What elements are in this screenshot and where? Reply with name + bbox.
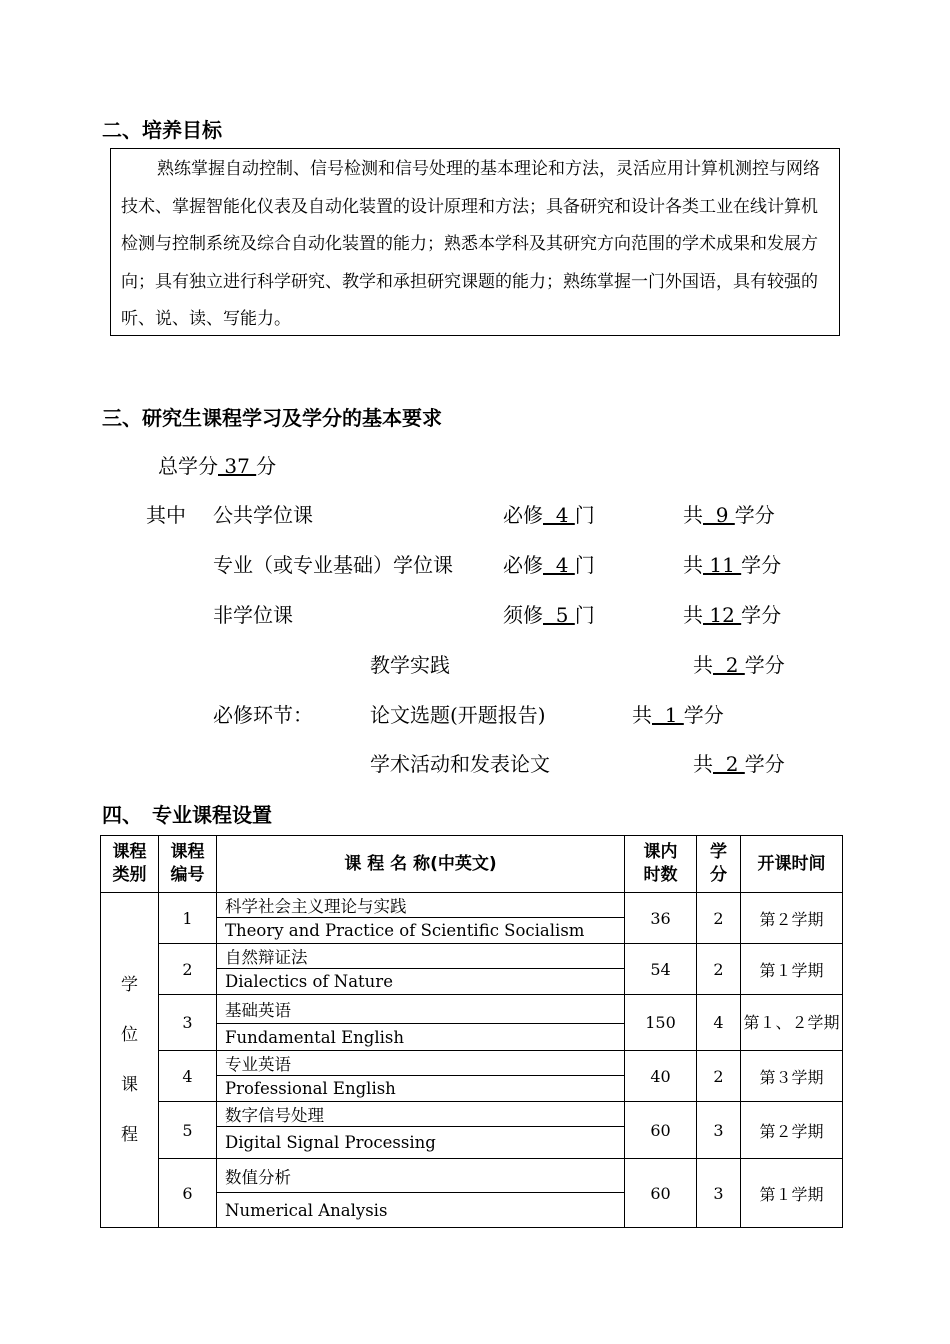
table-row: [101, 1159, 843, 1193]
header-category: 课程 类别: [101, 836, 159, 893]
course-no: 2: [159, 944, 217, 995]
course-name-en: Digital Signal Processing: [217, 1127, 625, 1159]
course-name-en: Fundamental English: [217, 1024, 625, 1051]
row-nondegree-credit: 共 12 学分: [683, 603, 782, 627]
course-no: 1: [159, 893, 217, 944]
header-credit: 学 分: [697, 836, 741, 893]
category-cell: 学 位 课 程: [101, 893, 159, 1228]
row-public-name: 公共学位课: [213, 503, 313, 527]
total-credits-value: 37: [218, 454, 257, 478]
header-name: 课 程 名 称(中英文): [217, 836, 625, 893]
course-credit: 2: [697, 893, 741, 944]
course-hours: 60: [625, 1102, 697, 1159]
course-term: 第３学期: [741, 1051, 843, 1102]
row-public-credit: 共 9 学分: [683, 503, 775, 527]
course-no: 5: [159, 1102, 217, 1159]
row-nondegree-count: 须修 5 门: [503, 603, 595, 627]
table-row: [101, 1051, 843, 1076]
course-name-cn: 专业英语: [217, 1051, 625, 1076]
course-term: 第１学期: [741, 944, 843, 995]
course-name-cn: 科学社会主义理论与实践: [217, 893, 625, 918]
course-name-en: Professional English: [217, 1076, 625, 1102]
section3-heading: 三、研究生课程学习及学分的基本要求: [102, 406, 442, 430]
course-term: 第２学期: [741, 893, 843, 944]
course-name-cn: 自然辩证法: [217, 944, 625, 969]
course-term: 第１学期: [741, 1159, 843, 1228]
course-credit: 2: [697, 1051, 741, 1102]
header-code: 课程 编号: [159, 836, 217, 893]
course-credit: 4: [697, 995, 741, 1051]
row-major-count: 必修 4 门: [503, 553, 595, 577]
course-name-en: Theory and Practice of Scientific Socialism: [217, 918, 625, 944]
qizhong-label: 其中: [146, 503, 186, 527]
course-hours: 54: [625, 944, 697, 995]
course-name-cn: 数字信号处理: [217, 1102, 625, 1127]
table-header-row: [101, 836, 843, 893]
course-term: 第１、２学期: [741, 995, 843, 1051]
course-name-cn: 基础英语: [217, 995, 625, 1024]
total-credits: 总学分 37 分: [158, 454, 277, 478]
course-no: 4: [159, 1051, 217, 1102]
course-hours: 40: [625, 1051, 697, 1102]
row-major-name: 专业（或专业基础）学位课: [213, 553, 453, 577]
course-name-cn: 数值分析: [217, 1159, 625, 1193]
course-hours: 36: [625, 893, 697, 944]
academic-name: 学术活动和发表论文: [370, 752, 550, 776]
header-term: 开课时间: [741, 836, 843, 893]
course-hours: 60: [625, 1159, 697, 1228]
course-credit: 3: [697, 1102, 741, 1159]
thesis-name: 论文选题(开题报告): [370, 703, 546, 727]
header-hours: 课内 时数: [625, 836, 697, 893]
course-name-en: Dialectics of Nature: [217, 969, 625, 995]
table-row: [101, 1102, 843, 1127]
course-name-en: Numerical Analysis: [217, 1193, 625, 1228]
thesis-credit: 共 1 学分: [632, 703, 724, 727]
course-credit: 3: [697, 1159, 741, 1228]
course-hours: 150: [625, 995, 697, 1051]
row-public-count: 必修 4 门: [503, 503, 595, 527]
course-credit: 2: [697, 944, 741, 995]
course-table: [100, 835, 843, 1228]
academic-credit: 共 2 学分: [693, 752, 785, 776]
section4-heading: 四、 专业课程设置: [102, 803, 272, 827]
table-row: [101, 995, 843, 1024]
required-label: 必修环节：: [213, 703, 313, 727]
row-nondegree-name: 非学位课: [213, 603, 293, 627]
course-no: 6: [159, 1159, 217, 1228]
table-row: [101, 893, 843, 918]
table-row: [101, 944, 843, 969]
practice-credit: 共 2 学分: [693, 653, 785, 677]
section2-heading: 二、培养目标: [102, 118, 222, 142]
practice-name: 教学实践: [370, 653, 450, 677]
course-no: 3: [159, 995, 217, 1051]
course-term: 第２学期: [741, 1102, 843, 1159]
goal-text-box: 熟练掌握自动控制、信号检测和信号处理的基本理论和方法，灵活应用计算机测控与网络技术、掌握智能化仪表及自动化装置的设计原理和方法；具备研究和设计各类工业在线计算机检测与控制系统及综合自动化装置的能力；熟悉本学科及其研究方向范围的学术成果和发展方向；具有独立进行科学研究、教学和承担研究课题的能力；熟练掌握一门外国语，具有较强的听、说、读、写能力。: [110, 148, 840, 336]
row-major-credit: 共 11 学分: [683, 553, 782, 577]
